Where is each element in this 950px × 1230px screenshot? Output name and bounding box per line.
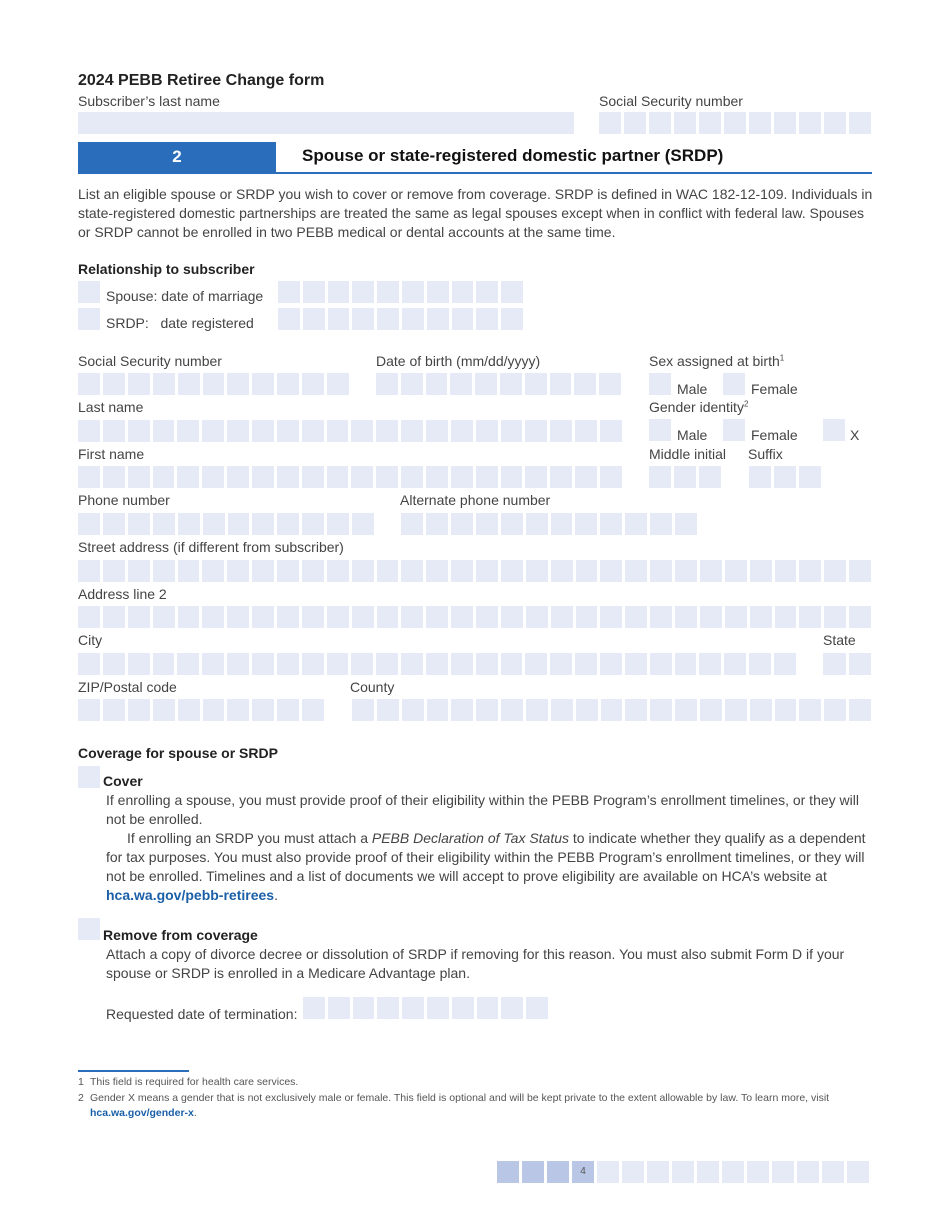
footnote-2-number: 2 <box>78 1092 84 1104</box>
footnote-ref-1: 1 <box>779 353 785 363</box>
suffix-label: Suffix <box>748 446 783 462</box>
footnote-1-text: This field is required for health care services. <box>90 1076 299 1088</box>
page-strip-box <box>672 1161 694 1183</box>
srdp-label: SRDP: date registered <box>106 315 254 331</box>
termination-label: Requested date of termination: <box>106 1006 298 1022</box>
page-strip-box <box>772 1161 794 1183</box>
footnote-2-body: Gender X means a gender that is not exclusively male or female. This field is optional and will be kept private to the extent allowable by law. To learn more, visit <box>90 1092 830 1104</box>
last-name-label: Last name <box>78 399 144 415</box>
declaration-tax-status: PEBB Declaration of Tax Status <box>371 830 570 846</box>
county-label: County <box>350 679 395 695</box>
dob-label: Date of birth (mm/dd/yyyy) <box>376 353 541 369</box>
state-label: State <box>823 632 856 648</box>
ssn-label: Social Security number <box>78 353 222 369</box>
coverage-heading: Coverage for spouse or SRDP <box>78 745 278 761</box>
page-strip-box <box>697 1161 719 1183</box>
registered-date-input[interactable] <box>278 308 523 330</box>
street-input[interactable] <box>78 560 871 582</box>
dob-input[interactable] <box>376 373 621 395</box>
sex-assigned-text: Sex assigned at birth <box>649 353 780 369</box>
page-number-strip <box>497 1161 869 1183</box>
srdp-checkbox[interactable] <box>78 308 100 330</box>
footnote-2-text <box>90 1091 872 1121</box>
footnote-2-period: . <box>193 1107 197 1119</box>
page-strip-box <box>747 1161 769 1183</box>
subscriber-ssn-label: Social Security number <box>599 93 743 109</box>
gender-identity-label <box>649 399 748 415</box>
form-title: 2024 PEBB Retiree Change form <box>78 72 325 89</box>
cover-checkbox[interactable] <box>78 766 100 788</box>
state-input[interactable] <box>823 653 871 675</box>
page-strip-box <box>522 1161 544 1183</box>
gender-female-label: Female <box>751 427 798 443</box>
remove-label: Remove from coverage <box>103 927 258 943</box>
cover-p2-text-b: to indicate whether they qualify as a dependent for tax purposes. You must also provide proof of their eligibility within the PEBB Program’s enrollment timelines, or they will not be enrolled. Timelines and a list of documents we will accept to prove eligibility are available on HCA’s website at <box>106 830 866 884</box>
spouse-checkbox[interactable] <box>78 281 100 303</box>
address2-label: Address line 2 <box>78 586 167 602</box>
gender-x-link[interactable]: hca.wa.gov/gender-x <box>90 1107 194 1119</box>
marriage-date-input[interactable] <box>278 281 523 303</box>
gender-x-checkbox[interactable] <box>823 419 845 441</box>
footnote-rule <box>78 1070 189 1072</box>
cover-p2-text-a: If enrolling an SRDP you must attach a <box>127 830 372 846</box>
county-input[interactable] <box>352 699 871 721</box>
gender-x-label: X <box>850 427 860 443</box>
subscriber-last-name-input[interactable] <box>78 112 574 134</box>
gender-identity-text: Gender identity <box>649 399 744 415</box>
cover-label: Cover <box>103 773 143 789</box>
zip-input[interactable] <box>78 699 324 721</box>
page-strip-box <box>722 1161 744 1183</box>
page-strip-box <box>547 1161 569 1183</box>
sex-assigned-label <box>649 353 784 369</box>
spouse-label: Spouse: date of marriage <box>106 288 264 304</box>
gender-female-checkbox[interactable] <box>723 419 745 441</box>
cover-p2-period: . <box>274 887 278 903</box>
subscriber-ssn-input[interactable] <box>599 112 871 134</box>
page-strip-box <box>622 1161 644 1183</box>
first-name-label: First name <box>78 446 145 462</box>
section-number: 2 <box>78 142 276 172</box>
page-strip-box <box>847 1161 869 1183</box>
last-name-input[interactable] <box>78 420 622 442</box>
middle-initial-label: Middle initial <box>649 446 727 462</box>
remove-checkbox[interactable] <box>78 918 100 940</box>
address2-input[interactable] <box>78 606 871 628</box>
subscriber-last-name-label: Subscriber’s last name <box>78 93 220 109</box>
middle-initial-input[interactable] <box>649 466 721 488</box>
page-strip-box <box>822 1161 844 1183</box>
cover-paragraph-1: If enrolling a spouse, you must provide proof of their eligibility within the PEBB Program’s enrollment timelines, or they will not be enrolled. <box>106 792 859 827</box>
street-label: Street address (if different from subscriber) <box>78 539 344 555</box>
page-number: 4 <box>572 1161 594 1183</box>
gender-male-label: Male <box>677 427 708 443</box>
gender-male-checkbox[interactable] <box>649 419 671 441</box>
phone-input[interactable] <box>78 513 374 535</box>
zip-label: ZIP/Postal code <box>78 679 177 695</box>
phone-label: Phone number <box>78 492 170 508</box>
sex-male-checkbox[interactable] <box>649 373 671 395</box>
cover-paragraph-2 <box>106 829 876 905</box>
page-strip-box <box>647 1161 669 1183</box>
suffix-input[interactable] <box>749 466 821 488</box>
sex-male-label: Male <box>677 381 708 397</box>
relationship-heading: Relationship to subscriber <box>78 261 255 277</box>
page-strip-box <box>497 1161 519 1183</box>
first-name-input[interactable] <box>78 466 622 488</box>
sex-female-checkbox[interactable] <box>723 373 745 395</box>
page-strip-box <box>597 1161 619 1183</box>
ssn-input[interactable] <box>78 373 349 395</box>
footnote-ref-2: 2 <box>743 399 749 409</box>
pebb-retirees-link[interactable]: hca.wa.gov/pebb-retirees <box>106 887 275 903</box>
city-input[interactable] <box>78 653 796 675</box>
alt-phone-label: Alternate phone number <box>400 492 551 508</box>
section-intro: List an eligible spouse or SRDP you wish to cover or remove from coverage. SRDP is defined in WAC 182-12-109. Individuals in state-registered domestic partnerships are treated the same as legal spouses except when in conflict with federal law. Spouses or SRDP cannot be enrolled in two PEBB medical or dental accounts at the same time. <box>78 186 873 240</box>
page-strip-box <box>797 1161 819 1183</box>
remove-paragraph: Attach a copy of divorce decree or dissolution of SRDP if removing for this reason. You must also submit Form D if your spouse or SRDP is enrolled in a Medicare Advantage plan. <box>106 946 845 981</box>
city-label: City <box>78 632 103 648</box>
footnote-1-number: 1 <box>78 1076 84 1088</box>
alt-phone-input[interactable] <box>401 513 697 535</box>
sex-female-label: Female <box>751 381 798 397</box>
section-title: Spouse or state-registered domestic partner (SRDP) <box>302 146 724 165</box>
termination-date-input[interactable] <box>303 997 548 1019</box>
